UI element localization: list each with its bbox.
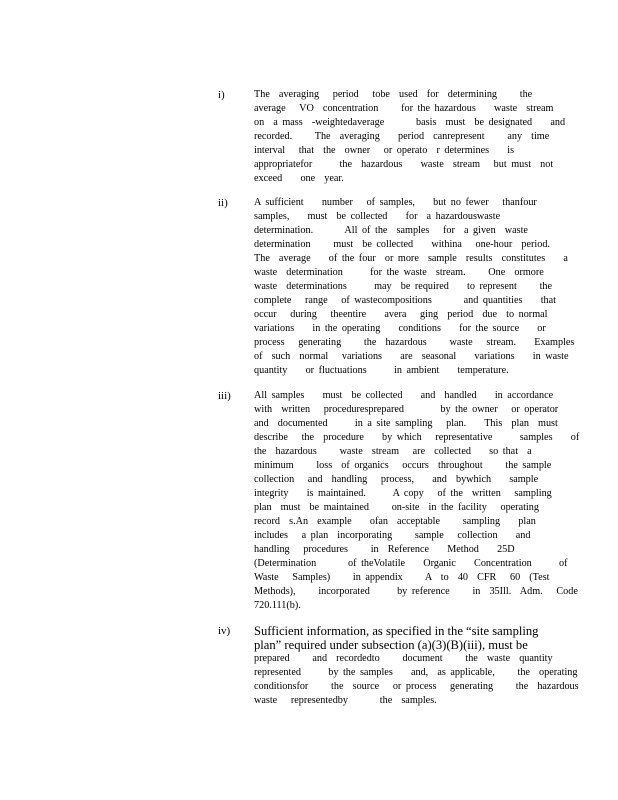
- text-line: complete range of wastecompositions and quantities that: [254, 295, 556, 306]
- text-line: prepared and recordedto document the waste quantity: [254, 653, 553, 664]
- text-line: (Determination of theVolatile Organic Concentration of: [254, 558, 568, 569]
- text-line: determination. All of the samples for a given waste: [254, 225, 528, 236]
- text-line: Sufficient information, as specified in the “site sampling: [254, 624, 539, 638]
- text-line: waste representedby the samples.: [254, 695, 437, 706]
- text-line: describe the procedure by which representative samples of: [254, 432, 580, 443]
- text-line: samples, must be collected for a hazardouswaste: [254, 211, 501, 222]
- text-line: The average of the four or more sample results constitutes a: [254, 253, 568, 264]
- text-line: The averaging period tobe used for determining the: [254, 89, 533, 100]
- item-text: [254, 389, 580, 613]
- text-line: exceed one year.: [254, 173, 344, 184]
- text-line: variations in the operating conditions for the source or: [254, 323, 546, 334]
- text-line: collection and handling process, and bywhich sample: [254, 474, 539, 485]
- text-line: integrity is maintained. A copy of the written sampling: [254, 488, 552, 499]
- text-line: determination must be collected withina one-hour period.: [254, 239, 550, 250]
- text-line: process generating the hazardous waste stream. Examples: [254, 337, 575, 348]
- text-line: with written proceduresprepared by the owner or operator: [254, 404, 559, 415]
- text-line: minimum loss of organics occurs throughout the sample: [254, 460, 552, 471]
- text-line: A sufficient number of samples, but no fewer thanfour: [254, 197, 537, 208]
- text-line: and documented in a site sampling plan. This plan must: [254, 418, 558, 429]
- text-line: All samples must be collected and handled in accordance: [254, 390, 554, 401]
- text-line: Methods), incorporated by reference in 35Ill. Adm. Code: [254, 586, 578, 597]
- text-line: includes a plan incorporating sample collection and: [254, 530, 531, 541]
- text-line: Waste Samples) in appendix A to 40 CFR 60 (Test: [254, 572, 550, 583]
- text-line: represented by the samples and, as applicable, the operating: [254, 667, 578, 678]
- item-marker: i): [218, 89, 225, 101]
- text-line: recorded. The averaging period canrepresent any time: [254, 131, 550, 142]
- text-line: plan” required under subsection (a)(3)(B)(iii), must be: [254, 638, 528, 652]
- text-line: record s.An example ofan acceptable sampling plan: [254, 516, 536, 527]
- item-marker: ii): [218, 197, 228, 209]
- text-line: appropriatefor the hazardous waste stream but must not: [254, 159, 554, 170]
- item-text: [254, 196, 575, 378]
- text-line: conditionsfor the source or process generating the hazardous: [254, 681, 579, 692]
- text-line: 720.111(b).: [254, 600, 301, 611]
- item-text: [254, 624, 579, 708]
- text-line: occur during theentire avera ging period due to normal: [254, 309, 548, 320]
- item-marker: iii): [218, 390, 231, 402]
- text-line: handling procedures in Reference Method 25D: [254, 544, 515, 555]
- text-line: of such normal variations are seasonal variations in waste: [254, 351, 569, 362]
- text-line: the hazardous waste stream are collected so that a: [254, 446, 532, 457]
- text-line: average VO concentration for the hazardous waste stream: [254, 103, 554, 114]
- text-line: quantity or fluctuations in ambient temperature.: [254, 365, 509, 376]
- item-text: [254, 88, 566, 186]
- item-marker: iv): [218, 625, 231, 637]
- text-line: on a mass -weightedaverage basis must be designated and: [254, 117, 566, 128]
- text-line: plan must be maintained on-site in the facility operating: [254, 502, 539, 513]
- text-line: waste determination for the waste stream. One ormore: [254, 267, 544, 278]
- text-line: waste determinations may be required to represent the: [254, 281, 553, 292]
- text-line: interval that the owner or operato r determines is: [254, 145, 515, 156]
